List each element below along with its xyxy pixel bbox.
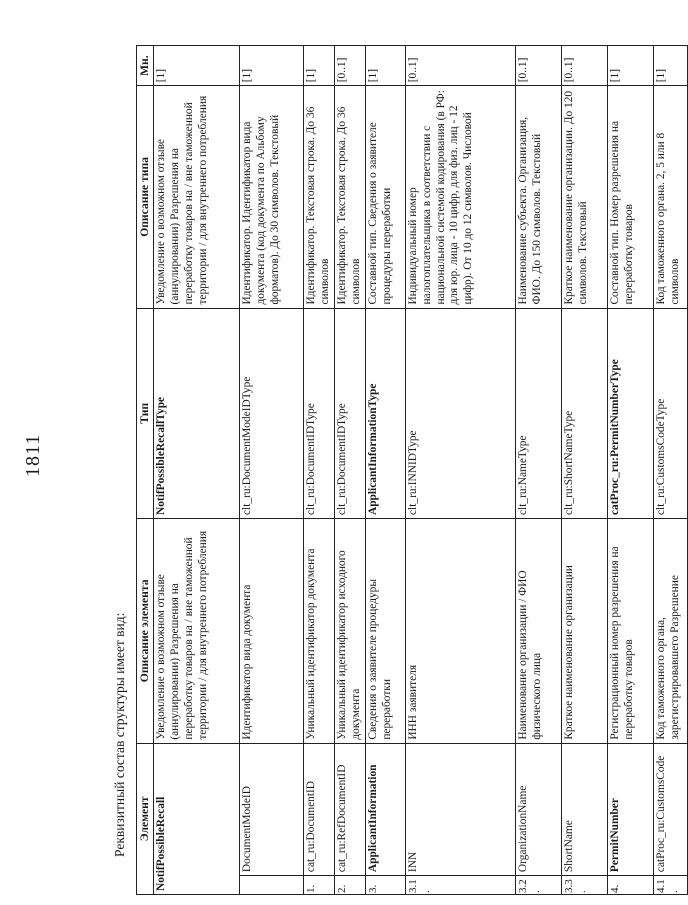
type-description: Краткое наименование организации. До 120 символов. Текстовый [561, 86, 607, 308]
element-name: ApplicantInformation [365, 743, 405, 875]
header-type: Тип [137, 308, 154, 518]
element-name: NotifPossibleRecall [154, 743, 240, 894]
type-name: catProc_ru:PermitNumberType [607, 308, 653, 518]
element-description: Идентификатор вида документа [240, 519, 304, 744]
type-name: clt_ru:CustomsCodeType [653, 308, 687, 518]
element-description: Регистрационный номер разрешения на переработку товаров [607, 519, 653, 744]
header-type-description: Описание типа [137, 86, 154, 308]
element-name: OrganizationName [515, 743, 561, 875]
type-description: Идентификатор. Текстовая строка. До 36 символов [304, 86, 335, 308]
element-description: Код таможенного органа, зарегистрировавшего Разрешение [653, 519, 687, 744]
table-row [304, 46, 335, 895]
element-name: cat_ru:RefDocumentID [334, 743, 365, 875]
intro-text: Реквизитный состав структуры имеет вид: [112, 612, 127, 857]
row-number: 3.3. [561, 876, 607, 895]
header-element: Элемент [137, 743, 154, 894]
type-description: Код таможенного органа. 2, 5 или 8 символов [653, 86, 687, 308]
type-name: clt_ru:NameType [515, 308, 561, 518]
multiplicity: [0..1] [334, 46, 365, 86]
table-row [334, 46, 365, 895]
table-row [154, 46, 240, 895]
table-row [653, 46, 687, 895]
element-name: INN [405, 743, 515, 875]
row-number: 3.1. [405, 876, 515, 895]
element-description: Уникальный идентификатор исходного документа [334, 519, 365, 744]
type-name: clt_ru:DocumentIDType [304, 308, 335, 518]
multiplicity: [0..1] [405, 46, 515, 86]
type-description: Составной тип. Сведения о заявителе процедуры переработки [365, 86, 405, 308]
row-number: 4. [607, 876, 653, 895]
page-number: 1811 [22, 433, 44, 477]
type-description: Наименование субъекта. Организация, ФИО. До 150 символов. Текстовый [515, 86, 561, 308]
element-description: Сведения о заявителе процедуры переработки [365, 519, 405, 744]
multiplicity: [1] [365, 46, 405, 86]
multiplicity: [1] [653, 46, 687, 86]
element-name: cat_ru:DocumentID [304, 743, 335, 875]
element-description: Наименование организации / ФИО физического лица [515, 519, 561, 744]
element-description: Уведомление о возможном отзыве (аннулировании) Разрешения на переработку товаров на / вне таможенной территории / для внутреннего потребления [154, 519, 240, 744]
type-description: Идентификатор. Идентификатор вида документа (код документа по Альбому форматов). До 30 символов. Текстовый [240, 86, 304, 308]
element-name: catProc_ru:CustomsCode [653, 743, 687, 875]
header-element-description: Описание элемента [137, 519, 154, 744]
multiplicity: [1] [240, 46, 304, 86]
header-multiplicity: Мн. [137, 46, 154, 86]
type-name: ApplicantInformationType [365, 308, 405, 518]
table-row [240, 46, 304, 895]
type-name: clt_ru:INNIDType [405, 308, 515, 518]
row-number [240, 876, 304, 895]
type-description: Идентификатор. Текстовая строка. До 36 символов [334, 86, 365, 308]
type-description: Уведомление о возможном отзыве (аннулировании) Разрешения на переработку товаров на / вне таможенной территории / для внутреннего потребления [154, 86, 240, 308]
type-name: clt_ru:ShortNameType [561, 308, 607, 518]
element-description: Уникальный идентификатор документа [304, 519, 335, 744]
type-name: NotifPossibleRecallType [154, 308, 240, 518]
multiplicity: [1] [154, 46, 240, 86]
element-name: ShortName [561, 743, 607, 875]
element-description: ИНН заявителя [405, 519, 515, 744]
multiplicity: [0..1] [561, 46, 607, 86]
type-description: Составной тип. Номер разрешения на переработку товаров [607, 86, 653, 308]
table-row [405, 46, 515, 895]
element-name: DocumentModeID [240, 743, 304, 875]
requisites-table [136, 45, 688, 895]
table-row [515, 46, 561, 895]
row-number: 4.1. [653, 876, 687, 895]
type-name: clt_ru:DocumentModeIDType [240, 308, 304, 518]
type-name: clt_ru:DocumentIDType [334, 308, 365, 518]
row-number: 3.2. [515, 876, 561, 895]
element-name: PermitNumber [607, 743, 653, 875]
table-header-row [137, 46, 154, 895]
table-row [365, 46, 405, 895]
row-number: 3. [365, 876, 405, 895]
table-row [607, 46, 653, 895]
multiplicity: [0..1] [515, 46, 561, 86]
element-description: Краткое наименование организации [561, 519, 607, 744]
row-number: 2. [334, 876, 365, 895]
type-description: Индивидуальный номер налогоплательщика в соответствии с национальной системой кодирования (в РФ: для юр. лица - 10 цифр, для физ. лиц - 12 цифр). От 10 до 12 символов. Числовой [405, 86, 515, 308]
multiplicity: [1] [304, 46, 335, 86]
row-number: 1. [304, 876, 335, 895]
table-row [561, 46, 607, 895]
multiplicity: [1] [607, 46, 653, 86]
